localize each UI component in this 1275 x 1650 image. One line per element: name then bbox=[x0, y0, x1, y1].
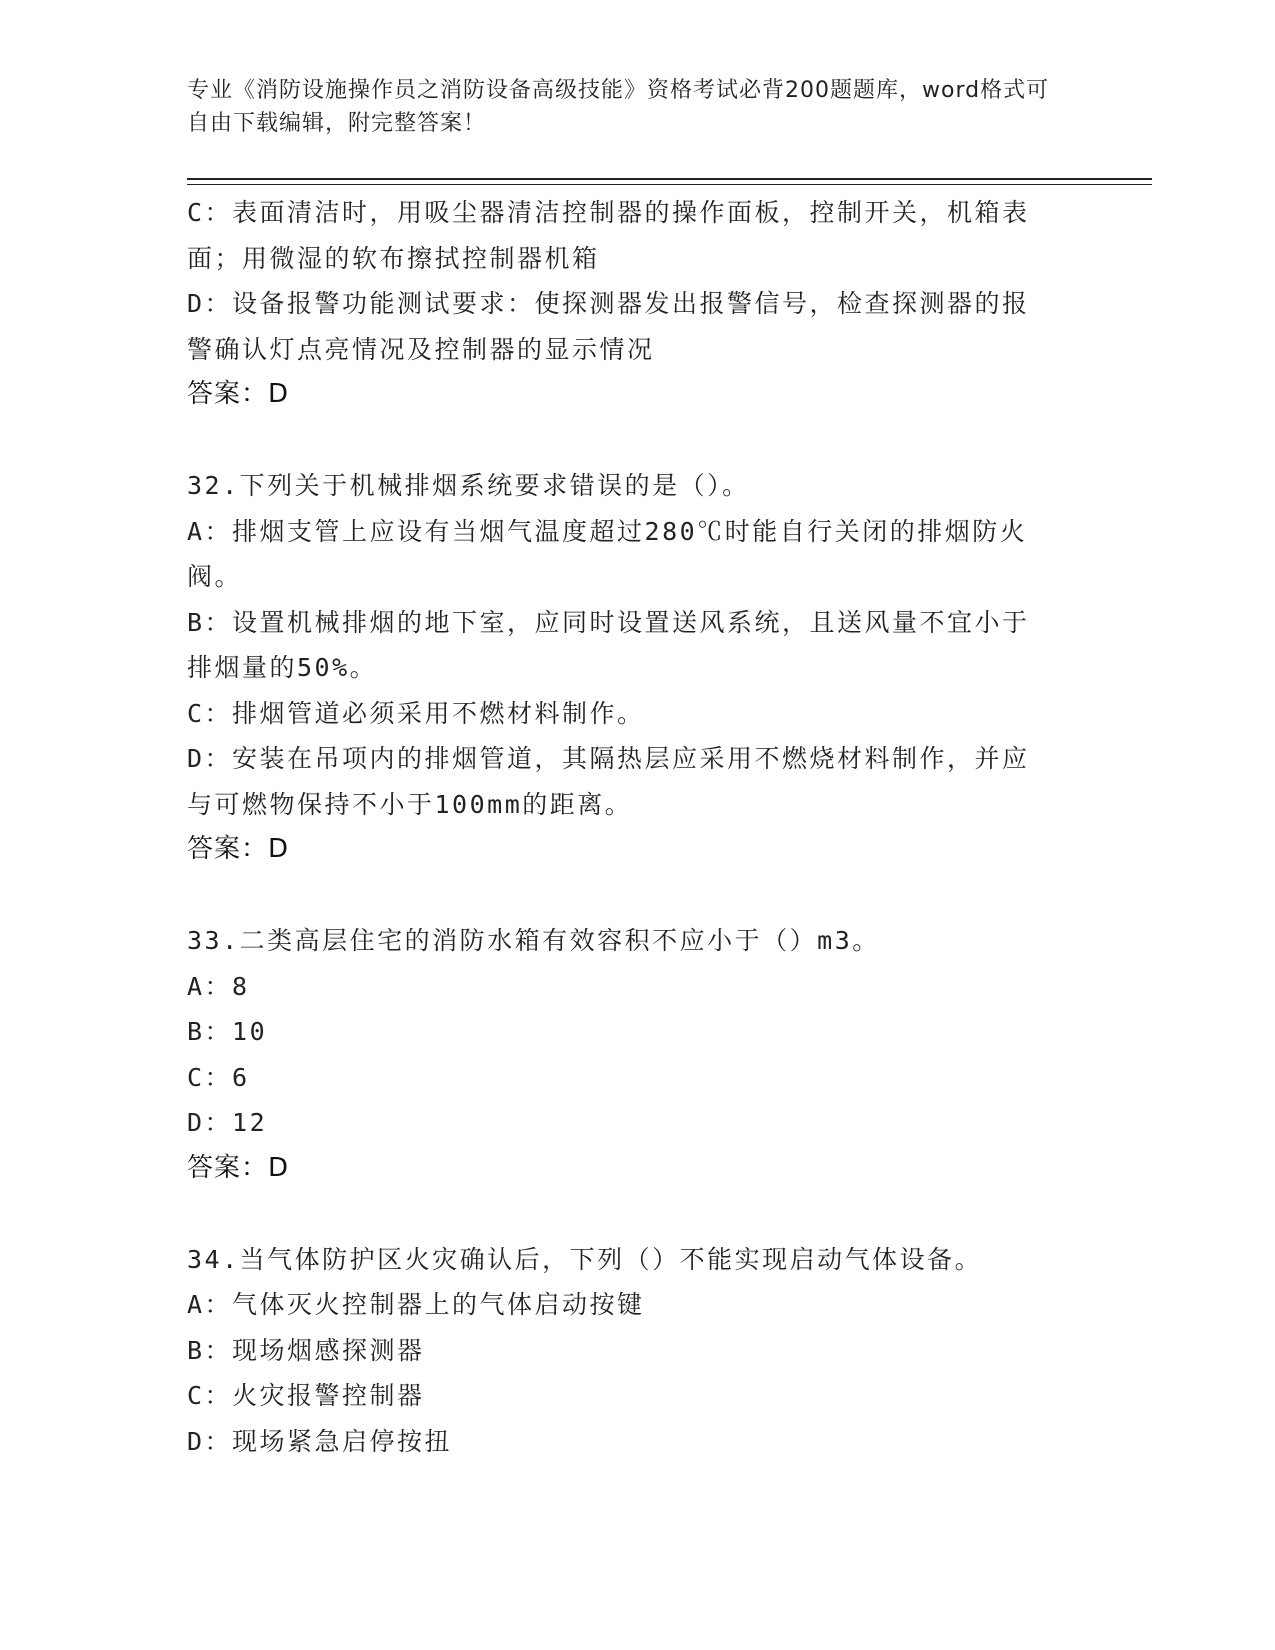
spacer bbox=[187, 873, 1077, 919]
answer-label: 答案：D bbox=[187, 834, 290, 864]
option-d-line: 与可燃物保持不小于100mm的距离。 bbox=[187, 789, 633, 819]
option-c-line: C：火灾报警控制器 bbox=[187, 1381, 425, 1410]
question-text: 32.下列关于机械排烟系统要求错误的是（）。 bbox=[187, 471, 750, 500]
question-32 bbox=[187, 463, 1077, 873]
option-c-line: C：排烟管道必须采用不燃材料制作。 bbox=[187, 698, 645, 728]
question-text: 33.二类高层住宅的消防水箱有效容积不应小于（）m3。 bbox=[187, 926, 880, 955]
option-b-line: B：10 bbox=[187, 1017, 268, 1046]
question-list bbox=[187, 190, 1077, 1464]
question-33 bbox=[187, 918, 1077, 1191]
option-d-line: 警确认灯点亮情况及控制器的显示情况 bbox=[187, 334, 655, 364]
option-c-line: 面；用微湿的软布擦拭控制器机箱 bbox=[187, 243, 600, 273]
option-b-line: 排烟量的50%。 bbox=[187, 653, 378, 682]
option-c-line: C：表面清洁时，用吸尘器清洁控制器的操作面板，控制开关，机箱表 bbox=[187, 198, 1030, 227]
question-31-continued bbox=[187, 190, 1077, 418]
spacer bbox=[187, 1191, 1077, 1237]
question-text: 34.当气体防护区火灾确认后，下列（）不能实现启动气体设备。 bbox=[187, 1244, 983, 1274]
option-b-line: B：现场烟感探测器 bbox=[187, 1335, 425, 1365]
option-d-line: D：12 bbox=[187, 1108, 268, 1137]
option-c-line: C：6 bbox=[187, 1062, 250, 1092]
option-a-line: A：气体灭火控制器上的气体启动按键 bbox=[187, 1290, 645, 1319]
option-a-line: A：排烟支管上应设有当烟气温度超过280℃时能自行关闭的排烟防火 bbox=[187, 516, 1028, 546]
option-a-line: 阀。 bbox=[187, 562, 243, 591]
question-34 bbox=[187, 1237, 1077, 1465]
answer-label: 答案：D bbox=[187, 1152, 290, 1183]
option-d-line: D：安装在吊项内的排烟管道，其隔热层应采用不燃烧材料制作，并应 bbox=[187, 744, 1030, 773]
header-divider-thin bbox=[187, 184, 1152, 185]
option-a-line: A：8 bbox=[187, 971, 250, 1001]
option-b-line: B：设置机械排烟的地下室，应同时设置送风系统，且送风量不宜小于 bbox=[187, 607, 1030, 637]
spacer bbox=[187, 418, 1077, 464]
option-d-line: D：设备报警功能测试要求：使探测器发出报警信号，检查探测器的报 bbox=[187, 289, 1030, 318]
option-d-line: D：现场紧急启停按扭 bbox=[187, 1426, 453, 1456]
answer-label: 答案：D bbox=[187, 379, 290, 409]
document-header: 专业《消防设施操作员之消防设备高级技能》资格考试必背200题题库，word格式可自由下载编辑，附完整答案！ bbox=[187, 78, 1050, 136]
header-divider-thick bbox=[187, 178, 1152, 180]
